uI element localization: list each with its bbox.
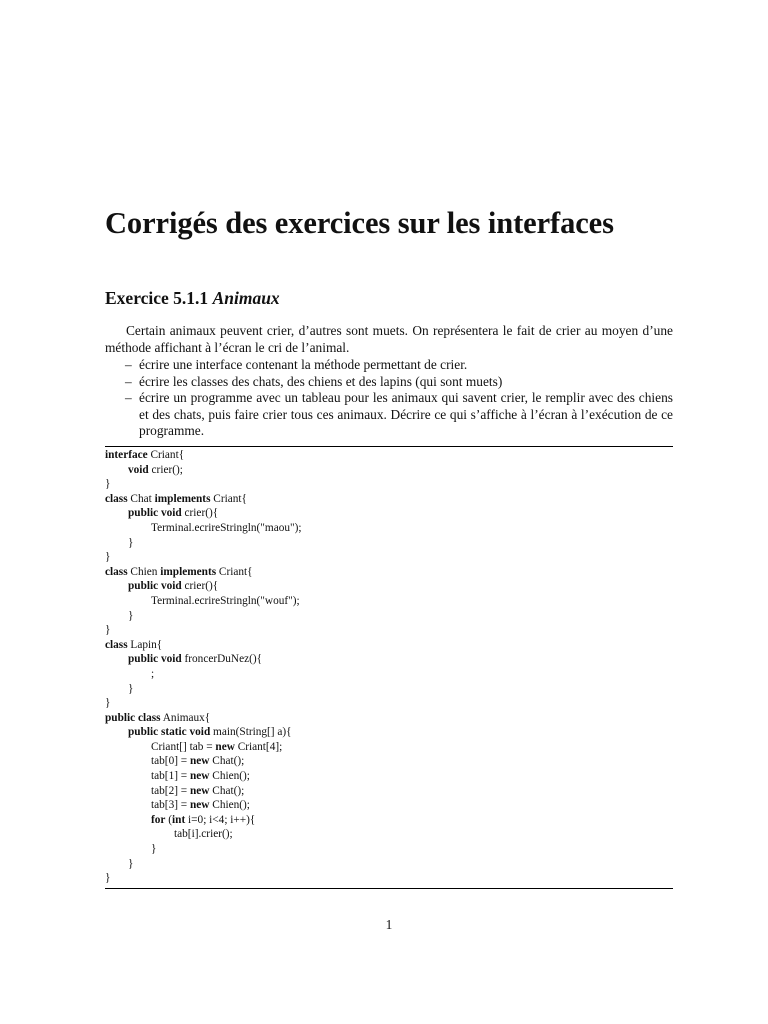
code-line bbox=[105, 813, 673, 828]
list-item bbox=[105, 357, 673, 374]
task-text: écrire une interface contenant la méthode permettant de crier. bbox=[139, 357, 468, 372]
code-text: Lapin{ bbox=[127, 638, 163, 651]
code-keyword: interface bbox=[105, 449, 148, 461]
code-line bbox=[105, 594, 673, 609]
code-text: } bbox=[105, 624, 111, 637]
exercise-intro: Certain animaux peuvent crier, d’autres sont muets. On représentera le fait de crier au moyen d’une méthode affichant à l’écran le cri de l’animal. bbox=[105, 323, 673, 355]
page-number: 1 bbox=[385, 917, 393, 932]
code-text: } bbox=[128, 609, 134, 622]
code-line bbox=[105, 550, 673, 565]
task-marker: – bbox=[125, 390, 132, 406]
exercise-heading bbox=[105, 288, 280, 309]
code-text: i=0; i<4; i++){ bbox=[185, 813, 256, 826]
code-listing bbox=[105, 448, 673, 886]
code-line bbox=[105, 638, 673, 653]
code-line bbox=[105, 448, 673, 463]
code-line bbox=[105, 492, 673, 507]
code-line bbox=[105, 871, 673, 886]
code-text: main(String[] a){ bbox=[210, 726, 292, 739]
list-item bbox=[105, 374, 673, 391]
code-line bbox=[105, 798, 673, 813]
code-line bbox=[105, 565, 673, 580]
code-keyword: public static void bbox=[128, 726, 211, 739]
code-text: Criant{ bbox=[147, 449, 185, 461]
code-line bbox=[105, 463, 673, 478]
code-keyword: public void bbox=[128, 653, 182, 666]
code-text: ; bbox=[151, 667, 155, 680]
task-text: écrire les classes des chats, des chiens et des lapins (qui sont muets) bbox=[139, 373, 503, 389]
code-keyword: class bbox=[105, 638, 128, 651]
code-keyword: new bbox=[190, 755, 210, 768]
code-text: Chien(); bbox=[209, 770, 250, 783]
code-line bbox=[105, 477, 673, 492]
code-text: Terminal.ecrireStringln("wouf"); bbox=[151, 594, 300, 607]
document-page bbox=[105, 0, 673, 1024]
code-text: Chat(); bbox=[209, 784, 245, 797]
code-keyword: public class bbox=[105, 711, 161, 724]
code-text: crier(); bbox=[148, 463, 183, 476]
code-keyword: int bbox=[172, 813, 186, 826]
code-text: Criant[4]; bbox=[234, 740, 283, 753]
code-text: } bbox=[105, 872, 111, 885]
code-line bbox=[105, 536, 673, 551]
code-keyword: class bbox=[105, 492, 128, 505]
exercise-number: Exercice 5.1.1 bbox=[105, 288, 209, 308]
code-top-rule bbox=[105, 446, 673, 447]
code-keyword: new bbox=[215, 740, 235, 753]
code-line bbox=[105, 696, 673, 711]
code-text: } bbox=[105, 478, 111, 491]
code-text: } bbox=[128, 536, 134, 549]
chapter-title: Corrigés des exercices sur les interfaces bbox=[105, 206, 614, 240]
code-line bbox=[105, 740, 673, 755]
code-text: tab[3] = bbox=[151, 799, 190, 812]
code-keyword: implements bbox=[154, 492, 211, 505]
code-keyword: implements bbox=[160, 565, 217, 578]
code-text: Chien bbox=[127, 565, 161, 578]
code-text: tab[0] = bbox=[151, 755, 190, 768]
code-line bbox=[105, 754, 673, 769]
code-text: } bbox=[128, 857, 134, 870]
code-text: tab[2] = bbox=[151, 784, 190, 797]
code-text: Chat bbox=[127, 492, 155, 505]
code-text: Criant{ bbox=[210, 492, 247, 505]
code-line bbox=[105, 842, 673, 857]
code-keyword: for bbox=[151, 813, 166, 826]
code-text: Criant[] tab = bbox=[151, 740, 216, 753]
code-line bbox=[105, 769, 673, 784]
code-line bbox=[105, 857, 673, 872]
code-line bbox=[105, 579, 673, 594]
code-keyword: public void bbox=[128, 507, 182, 520]
code-text: Animaux{ bbox=[160, 711, 211, 724]
code-line bbox=[105, 667, 673, 682]
task-list bbox=[105, 357, 673, 440]
code-line bbox=[105, 827, 673, 842]
code-text: Chien(); bbox=[209, 799, 250, 812]
code-line bbox=[105, 521, 673, 536]
code-keyword: class bbox=[105, 565, 128, 578]
code-line bbox=[105, 711, 673, 726]
code-text: crier(){ bbox=[181, 507, 219, 520]
code-line bbox=[105, 506, 673, 521]
code-keyword: void bbox=[128, 463, 149, 476]
task-marker: – bbox=[125, 373, 132, 389]
code-line bbox=[105, 784, 673, 799]
code-line bbox=[105, 652, 673, 667]
code-text: } bbox=[151, 843, 157, 856]
code-line bbox=[105, 725, 673, 740]
code-text: ( bbox=[165, 813, 173, 826]
code-text: tab[i].crier(); bbox=[174, 828, 233, 841]
code-bottom-rule bbox=[105, 888, 673, 889]
code-text: } bbox=[128, 682, 134, 695]
code-keyword: new bbox=[190, 784, 210, 797]
task-text: écrire un programme avec un tableau pour les animaux qui savent crier, le remplir avec des chiens et des chats, puis faire crier tous ces animaux. Décrire ce qui s’affiche à l’écran à l’exécution de ce programme. bbox=[139, 390, 673, 439]
code-text: Criant{ bbox=[216, 565, 253, 578]
code-line bbox=[105, 623, 673, 638]
code-text: tab[1] = bbox=[151, 770, 190, 783]
code-keyword: public void bbox=[128, 580, 182, 593]
code-text: Terminal.ecrireStringln("maou"); bbox=[151, 521, 302, 534]
exercise-name: Animaux bbox=[212, 288, 280, 308]
code-text: } bbox=[105, 697, 111, 710]
code-text: froncerDuNez(){ bbox=[181, 653, 263, 666]
code-text: Chat(); bbox=[209, 755, 245, 768]
code-keyword: new bbox=[190, 770, 210, 783]
code-line bbox=[105, 609, 673, 624]
list-item bbox=[105, 390, 673, 440]
task-marker: – bbox=[125, 357, 132, 372]
code-line bbox=[105, 682, 673, 697]
code-text: } bbox=[105, 551, 111, 564]
code-text: crier(){ bbox=[181, 580, 219, 593]
code-keyword: new bbox=[190, 799, 210, 812]
